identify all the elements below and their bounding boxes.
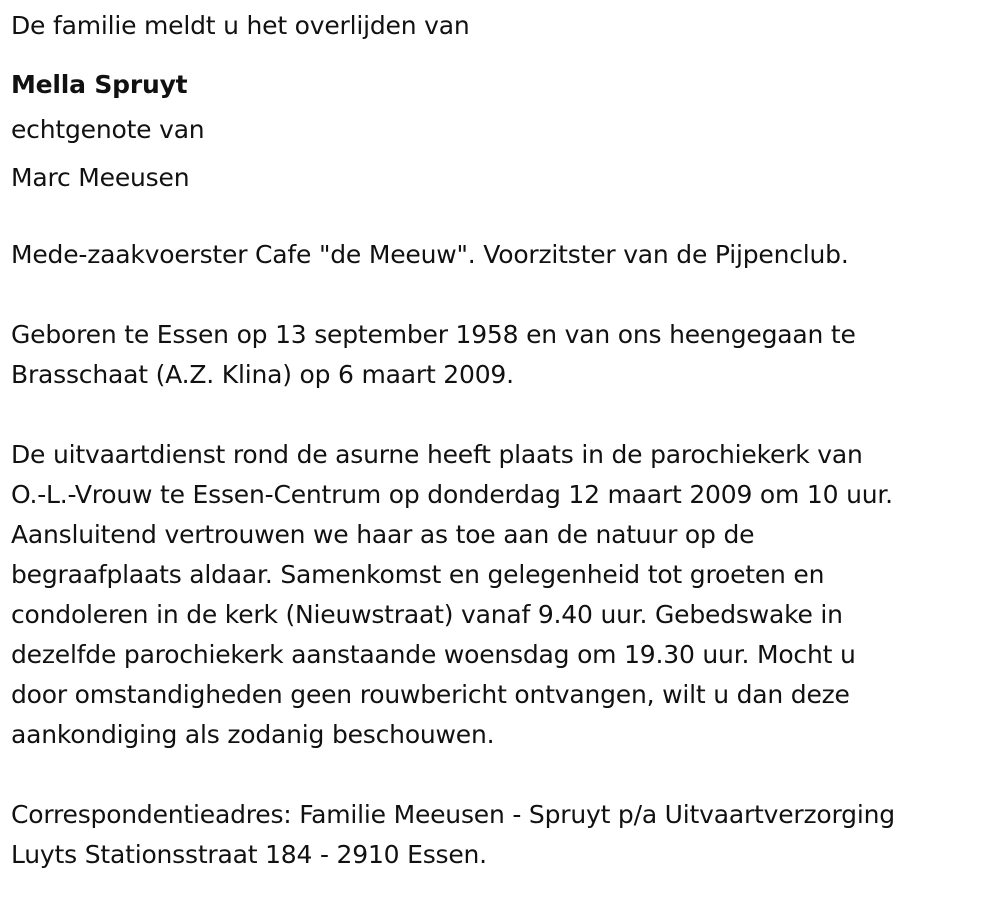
birth-paragraph <box>11 315 991 395</box>
service-line: O.-L.-Vrouw te Essen-Centrum op donderdag 12 maart 2009 om 10 uur. <box>11 480 893 509</box>
spacer <box>11 755 991 795</box>
address-paragraph <box>11 795 991 875</box>
service-line: aankondiging als zodanig beschouwen. <box>11 720 495 749</box>
service-line: begraafplaats aldaar. Samenkomst en gelegenheid tot groeten en <box>11 560 825 589</box>
service-line: door omstandigheden geen rouwbericht ontvangen, wilt u dan deze <box>11 680 850 709</box>
birth-line: Brasschaat (A.Z. Klina) op 6 maart 2009. <box>11 360 514 389</box>
address-line: Luyts Stationsstraat 184 - 2910 Essen. <box>11 840 487 869</box>
service-line: dezelfde parochiekerk aanstaande woensdag om 19.30 uur. Mocht u <box>11 640 856 669</box>
spacer <box>11 275 991 315</box>
intro-text: De familie meldt u het overlijden van <box>11 11 470 40</box>
service-line: Aansluitend vertrouwen we haar as toe aan de natuur op de <box>11 520 755 549</box>
deceased-name: Mella Spruyt <box>11 70 188 99</box>
birth-line: Geboren te Essen op 13 september 1958 en van ons heengegaan te <box>11 320 856 349</box>
role-text: Mede-zaakvoerster Cafe "de Meeuw". Voorzitster van de Pijpenclub. <box>11 240 849 269</box>
service-line: condoleren in de kerk (Nieuwstraat) vanaf 9.40 uur. Gebedswake in <box>11 600 843 629</box>
spouse-name: Marc Meeusen <box>11 163 190 192</box>
service-paragraph <box>11 435 991 755</box>
service-line: De uitvaartdienst rond de asurne heeft plaats in de parochiekerk van <box>11 440 863 469</box>
address-line: Correspondentieadres: Familie Meeusen - Spruyt p/a Uitvaartverzorging <box>11 800 895 829</box>
spacer <box>11 202 991 235</box>
spacer <box>11 395 991 435</box>
relation-text: echtgenote van <box>11 115 205 144</box>
obituary-notice <box>11 6 991 875</box>
